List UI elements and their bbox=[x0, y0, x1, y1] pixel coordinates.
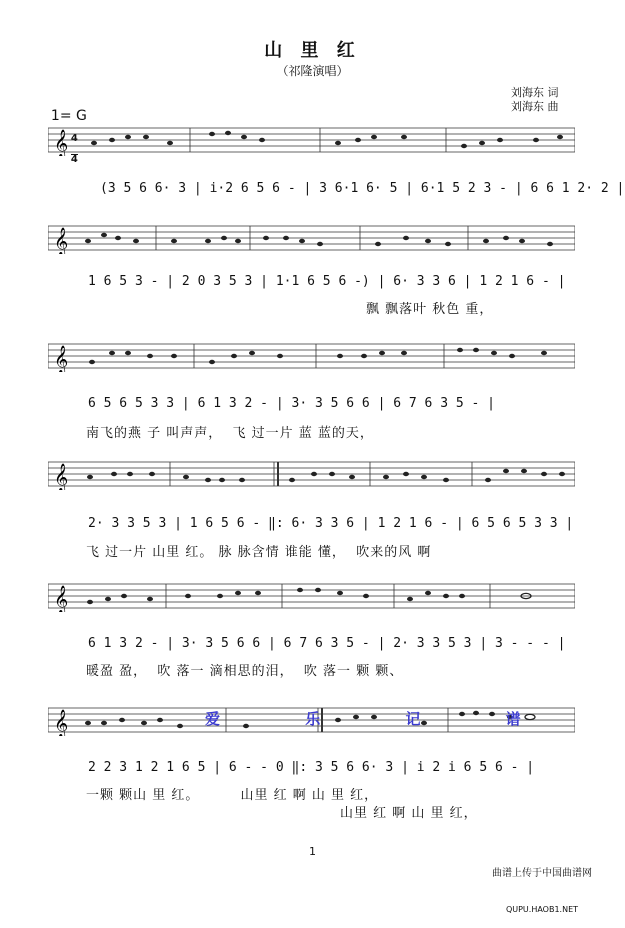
jianpu-line-3: 6 5 6 5 3 3 | 6 1 3 2 - | 3· 3 5 6 6 | 6 7 6 3 5 - | bbox=[88, 396, 495, 411]
staff-system-3 bbox=[48, 340, 575, 372]
jianpu-line-2: 1 6 5 3 - | 2 0 3 5 3 | 1·1 6 5 6 -) | 6· 3 3 6 | 1 2 1 6 - | bbox=[88, 274, 566, 289]
svg-text:𝄞: 𝄞 bbox=[54, 463, 69, 490]
lyric-line-7: 山里 红 啊 山 里 红， bbox=[340, 806, 478, 821]
page-number: 1 bbox=[309, 845, 316, 858]
lyric-line-2: 飘 飘落叶 秋色 重， bbox=[366, 302, 494, 317]
lyric-line-3: 南飞的燕 子 叫声声， 飞 过一片 蓝 蓝的天， bbox=[86, 426, 374, 441]
jianpu-line-5: 6 1 3 2 - | 3· 3 5 6 6 | 6 7 6 3 5 - | 2· 3 3 5 3 | 3 - - - | bbox=[88, 636, 566, 651]
staff-system-1 bbox=[48, 124, 575, 156]
lyricist-credit: 刘海东 词 bbox=[511, 86, 559, 99]
svg-text:𝄞: 𝄞 bbox=[54, 227, 69, 254]
footer-site-url: QUPU.HAOB1.NET bbox=[505, 905, 579, 914]
jianpu-line-6: 2 2 3 1 2 1 6 5 | 6 - - 0 ‖: 3 5 6 6· 3 | i 2 i 6 5 6 - | bbox=[88, 760, 535, 775]
composer-credit: 刘海东 曲 bbox=[511, 100, 559, 113]
staff-system-5 bbox=[48, 580, 575, 612]
staff-system-4 bbox=[48, 458, 575, 490]
staff-system-2 bbox=[48, 222, 575, 254]
jianpu-line-4: 2· 3 3 5 3 | 1 6 5 6 - ‖: 6· 3 3 6 | 1 2 1 6 - | 6 5 6 5 3 3 | bbox=[88, 516, 574, 531]
song-title: 山 里 红 bbox=[264, 40, 361, 61]
time-top: 4 bbox=[70, 133, 78, 144]
lyric-line-6: 一颗 颗山 里 红。 山里 红 啊 山 里 红， bbox=[86, 788, 379, 803]
key-label: 1= G bbox=[50, 108, 87, 124]
svg-text:𝄞: 𝄞 bbox=[54, 345, 69, 372]
performer-subtitle: （祁隆演唱） bbox=[276, 64, 349, 78]
svg-text:𝄞: 𝄞 bbox=[54, 129, 69, 156]
lyric-line-5: 暖盈 盈， 吹 落一 滴相思的泪， 吹 落一 颗 颗、 bbox=[86, 664, 404, 679]
time-bottom: 4 bbox=[70, 154, 78, 165]
svg-text:𝄞: 𝄞 bbox=[54, 585, 69, 612]
source-footer bbox=[492, 844, 592, 928]
footer-site-name: 曲谱上传于中国曲谱网 bbox=[492, 868, 592, 879]
jianpu-line-1: (3 5 6 6· 3 | i·2 6 5 6 - | 3 6·1 6· 5 | 6·1 5 2 3 - | 6 6 1 2· 2 | bbox=[100, 181, 625, 196]
watermark: 爱 乐 记 谱 bbox=[205, 710, 561, 728]
svg-text:𝄞: 𝄞 bbox=[54, 709, 69, 736]
lyric-line-4: 飞 过一片 山里 红。 脉 脉含情 谁能 懂， 吹来的风 啊 bbox=[86, 545, 432, 560]
